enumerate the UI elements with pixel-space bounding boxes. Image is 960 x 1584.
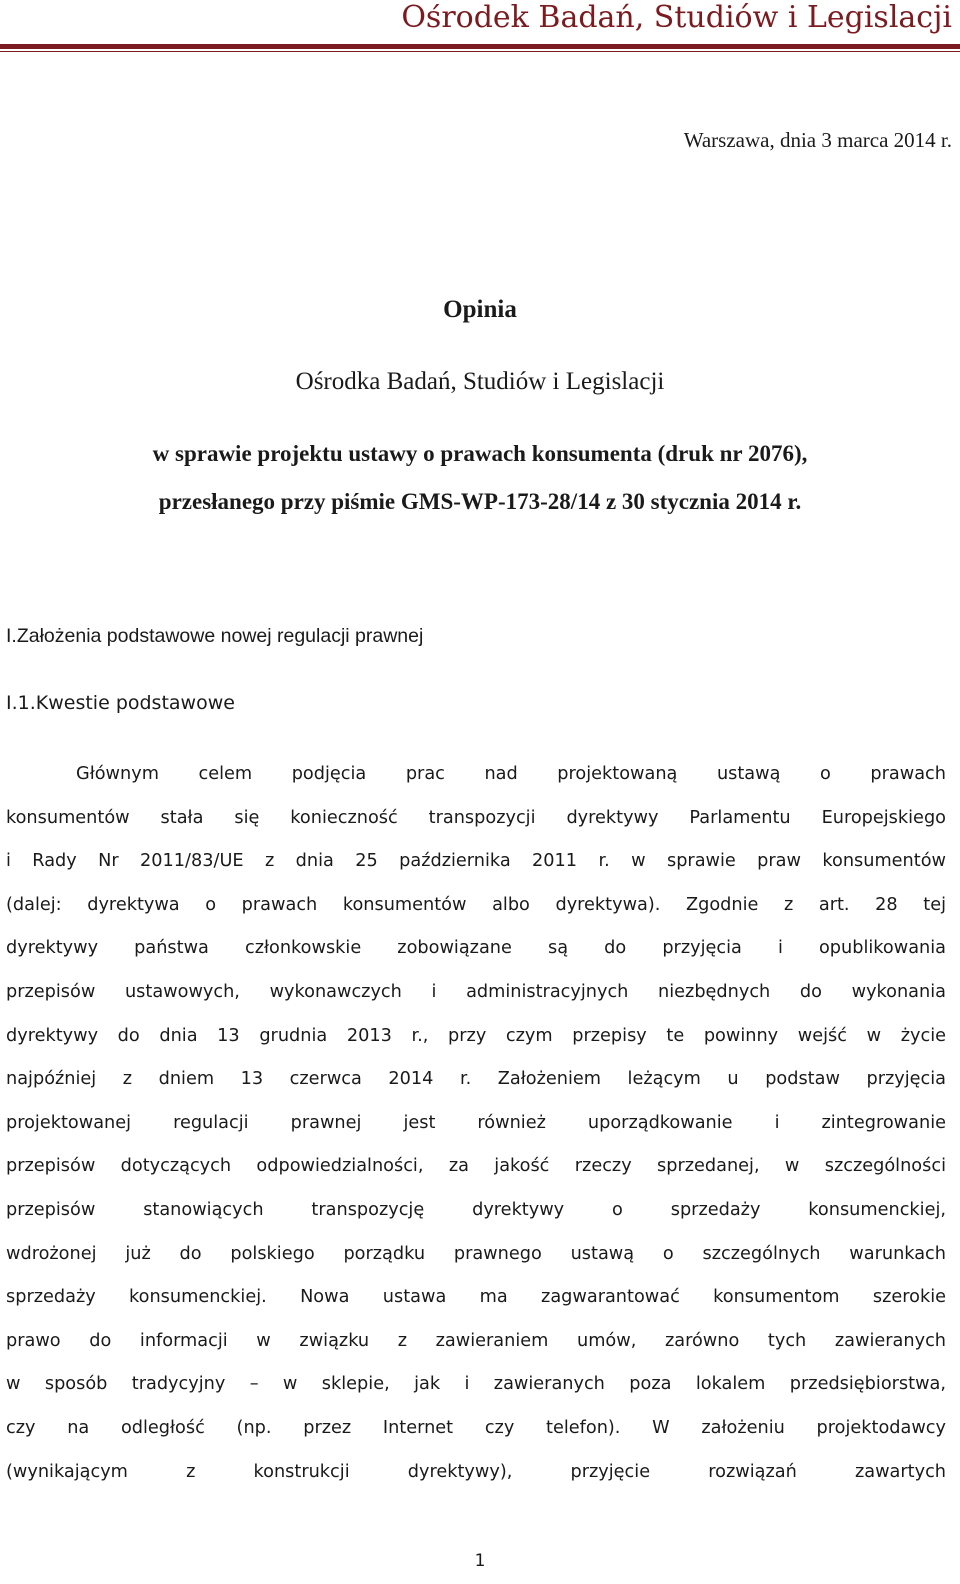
paragraph-line: konsumentów stała się konieczność transpozycji dyrektywy Parlamentu Europejskiego	[6, 807, 946, 828]
paragraph-line: najpóźniej z dniem 13 czerwca 2014 r. Założeniem leżącym u podstaw przyjęcia	[6, 1069, 946, 1090]
paragraph-line: dyrektywy do dnia 13 grudnia 2013 r., przy czym przepisy te powinny wejść w życie	[6, 1025, 946, 1046]
paragraph-line: (wynikającym z konstrukcji dyrektywy), przyjęcie rozwiązań zawartych	[6, 1461, 946, 1482]
opinion-title: Opinia	[443, 296, 517, 323]
paragraph-line: czy na odległość (np. przez Internet czy telefon). W założeniu projektodawcy	[6, 1417, 946, 1438]
page-number: 1	[474, 1551, 486, 1571]
opinion-subject-line-2: przesłanego przy piśmie GMS-WP-173-28/14 z 30 stycznia 2014 r.	[158, 489, 802, 514]
paragraph-line: (dalej: dyrektywa o prawach konsumentów albo dyrektywa). Zgodnie z art. 28 tej	[6, 894, 946, 915]
paragraph-line: przepisów dotyczących odpowiedzialności, za jakość rzeczy sprzedanej, w szczególności	[6, 1156, 946, 1177]
header-rule-thin	[0, 51, 960, 52]
paragraph-line: prawo do informacji w związku z zawieraniem umów, zarówno tych zawieranych	[6, 1330, 946, 1351]
opinion-issuer: Ośrodka Badań, Studiów i Legislacji	[295, 368, 665, 395]
header-rule	[0, 44, 960, 49]
opinion-subject-line-1: w sprawie projektu ustawy o prawach konsumenta (druk nr 2076),	[152, 441, 808, 466]
paragraph-line: i Rady Nr 2011/83/UE z dnia 25 października 2011 r. w sprawie praw konsumentów	[6, 851, 946, 872]
document-date: Warszawa, dnia 3 marca 2014 r.	[683, 128, 952, 152]
paragraph-line: przepisów ustawowych, wykonawczych i administracyjnych niezbędnych do wykonania	[6, 981, 946, 1002]
paragraph-line: wdrożonej już do polskiego porządku prawnego ustawą o szczególnych warunkach	[6, 1243, 946, 1264]
paragraph-line: projektowanej regulacji prawnej jest również uporządkowanie i zintegrowanie	[6, 1112, 946, 1133]
header-title: Ośrodek Badań, Studiów i Legislacji	[401, 0, 952, 35]
paragraph-line: w sposób tradycyjny – w sklepie, jak i zawieranych poza lokalem przedsiębiorstwa,	[6, 1374, 946, 1395]
paragraph-line: dyrektywy państwa członkowskie zobowiązane są do przyjęcia i opublikowania	[6, 938, 946, 959]
paragraph-line: Głównym celem podjęcia prac nad projektowaną ustawą o prawach	[76, 764, 946, 784]
paragraph-line: przepisów stanowiących transpozycję dyrektywy o sprzedaży konsumenckiej,	[6, 1199, 946, 1220]
paragraph-line: sprzedaży konsumenckiej. Nowa ustawa ma zagwarantować konsumentom szerokie	[6, 1287, 946, 1308]
body-paragraph	[6, 753, 946, 1494]
subsection-heading: I.1.Kwestie podstawowe	[6, 692, 235, 714]
section-heading: I.Założenia podstawowe nowej regulacji prawnej	[6, 625, 424, 647]
